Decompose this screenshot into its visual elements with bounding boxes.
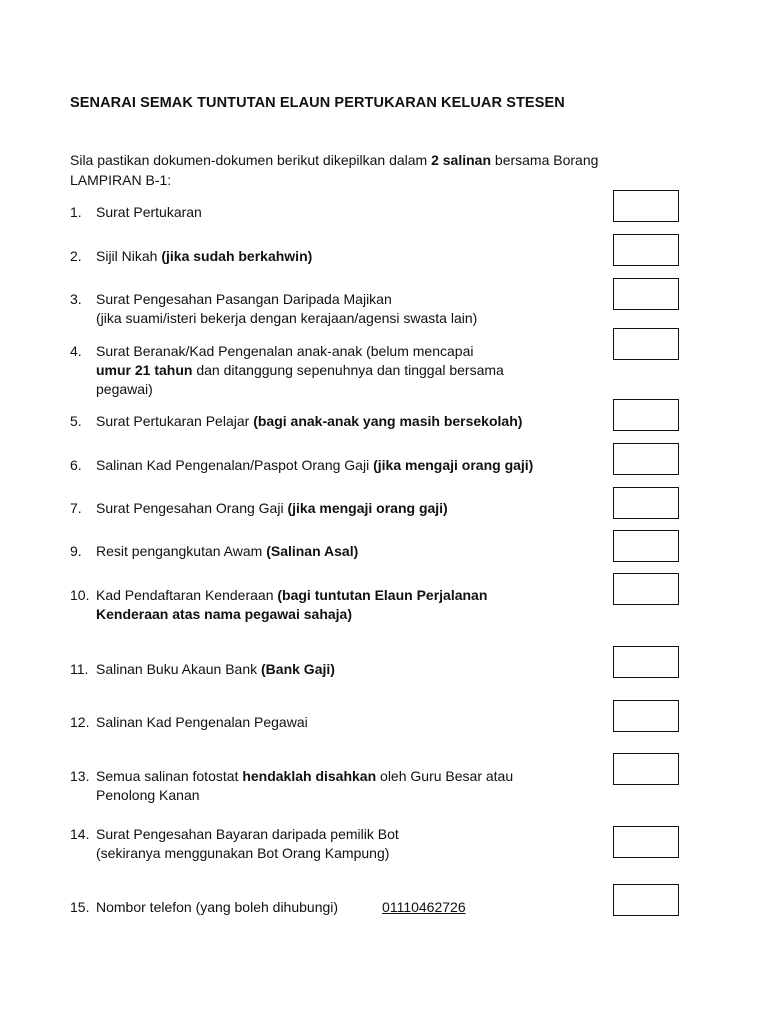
- item-number: 13.: [70, 768, 90, 784]
- item-text: [96, 713, 595, 732]
- checklist-item: [70, 767, 595, 805]
- item-text: [96, 542, 595, 561]
- checklist-item: [70, 542, 595, 561]
- checkbox[interactable]: [613, 487, 679, 519]
- item-number: 4.: [70, 343, 82, 359]
- checkbox[interactable]: [613, 399, 679, 431]
- item-number: 2.: [70, 248, 82, 264]
- checklist-item: [70, 456, 595, 475]
- item-label: Kad Pendaftaran Kenderaan: [96, 587, 278, 603]
- checkbox[interactable]: [613, 530, 679, 562]
- checklist-item: [70, 247, 595, 266]
- item-text: [96, 247, 595, 266]
- item-label: Resit pengangkutan Awam: [96, 543, 267, 559]
- checklist-item: [70, 342, 595, 399]
- item-after: oleh Guru Besar atau: [376, 768, 514, 784]
- page-title: SENARAI SEMAK TUNTUTAN ELAUN PERTUKARAN KELUAR STESEN: [70, 95, 565, 111]
- item-number: 5.: [70, 413, 82, 429]
- checklist-item: [70, 203, 595, 222]
- checklist-item: [70, 586, 595, 624]
- item-label: Sijil Nikah: [96, 248, 162, 264]
- checkbox[interactable]: [613, 190, 679, 222]
- checklist-item: [70, 290, 595, 328]
- item-number: 1.: [70, 204, 82, 220]
- item-line2: (jika suami/isteri bekerja dengan kerajaan/agensi swasta lain): [96, 310, 478, 326]
- item-line2: Penolong Kanan: [96, 787, 200, 803]
- checklist-item: [70, 898, 595, 917]
- item-line2: [96, 361, 595, 380]
- checkbox[interactable]: [613, 278, 679, 310]
- item-note: (Salinan Asal): [266, 543, 359, 559]
- item-number: 7.: [70, 500, 82, 516]
- item-line2: (sekiranya menggunakan Bot Orang Kampung): [96, 845, 390, 861]
- checklist-item: [70, 412, 595, 431]
- intro-text: [70, 150, 600, 190]
- checkbox[interactable]: [613, 700, 679, 732]
- item-label: Surat Pengesahan Orang Gaji: [96, 500, 288, 516]
- item-note: hendaklah disahkan: [242, 768, 377, 784]
- item-line2: Kenderaan atas nama pegawai sahaja): [96, 606, 352, 622]
- item-number: 15.: [70, 899, 90, 915]
- checklist-item: [70, 825, 595, 863]
- item-text: [96, 456, 595, 475]
- item-line3: pegawai): [96, 381, 153, 397]
- item-label: Surat Pengesahan Bayaran daripada pemilik Bot: [96, 826, 399, 842]
- checkbox[interactable]: [613, 328, 679, 360]
- item-label: Semua salinan fotostat: [96, 768, 243, 784]
- checklist-item: [70, 660, 595, 679]
- item-label: Surat Beranak/Kad Pengenalan anak-anak (belum mencapai: [96, 343, 474, 359]
- item-number: 14.: [70, 826, 90, 842]
- item-label: Salinan Kad Pengenalan/Paspot Orang Gaji: [96, 457, 374, 473]
- item-note: (jika mengaji orang gaji): [373, 457, 534, 473]
- checkbox[interactable]: [613, 884, 679, 916]
- item-number: 3.: [70, 291, 82, 307]
- item-text: [96, 767, 595, 786]
- intro-bold: 2 salinan: [431, 152, 492, 168]
- item-label: Salinan Buku Akaun Bank: [96, 661, 262, 677]
- item-number: 6.: [70, 457, 82, 473]
- item-note: (jika sudah berkahwin): [161, 248, 313, 264]
- intro-after: bersama Borang LAMPIRAN B-1:: [70, 152, 599, 188]
- item-text: [96, 203, 595, 222]
- item-note: (bagi tuntutan Elaun Perjalanan: [277, 587, 488, 603]
- checkbox[interactable]: [613, 753, 679, 785]
- item-line2-rest: dan ditanggung sepenuhnya dan tinggal bersama: [192, 362, 504, 378]
- item-text: [96, 499, 595, 518]
- item-text: [96, 290, 595, 309]
- item-note: (bagi anak-anak yang masih bersekolah): [253, 413, 523, 429]
- checkbox[interactable]: [613, 646, 679, 678]
- item-label: Surat Pertukaran Pelajar: [96, 413, 254, 429]
- item-note: (Bank Gaji): [261, 661, 335, 677]
- checkbox[interactable]: [613, 234, 679, 266]
- checklist-item: [70, 499, 595, 518]
- item-label: Surat Pertukaran: [96, 204, 202, 220]
- item-note: umur 21 tahun: [96, 362, 193, 378]
- checkbox[interactable]: [613, 573, 679, 605]
- item-label: Salinan Kad Pengenalan Pegawai: [96, 714, 308, 730]
- item-text: [96, 660, 595, 679]
- item-text: [96, 412, 595, 431]
- item-note: (jika mengaji orang gaji): [287, 500, 448, 516]
- intro-before: Sila pastikan dokumen-dokumen berikut dikepilkan dalam: [70, 152, 432, 168]
- item-text: [96, 586, 595, 605]
- item-number: 9.: [70, 543, 82, 559]
- item-text: [96, 898, 595, 917]
- item-label: Surat Pengesahan Pasangan Daripada Majikan: [96, 291, 392, 307]
- checklist-item: [70, 713, 595, 732]
- checkbox[interactable]: [613, 443, 679, 475]
- item-label: Nombor telefon (yang boleh dihubungi): [96, 899, 339, 915]
- item-number: 10.: [70, 587, 90, 603]
- item-number: 11.: [70, 661, 89, 677]
- checkbox[interactable]: [613, 826, 679, 858]
- phone-number: 01110462726: [382, 899, 466, 915]
- item-number: 12.: [70, 714, 90, 730]
